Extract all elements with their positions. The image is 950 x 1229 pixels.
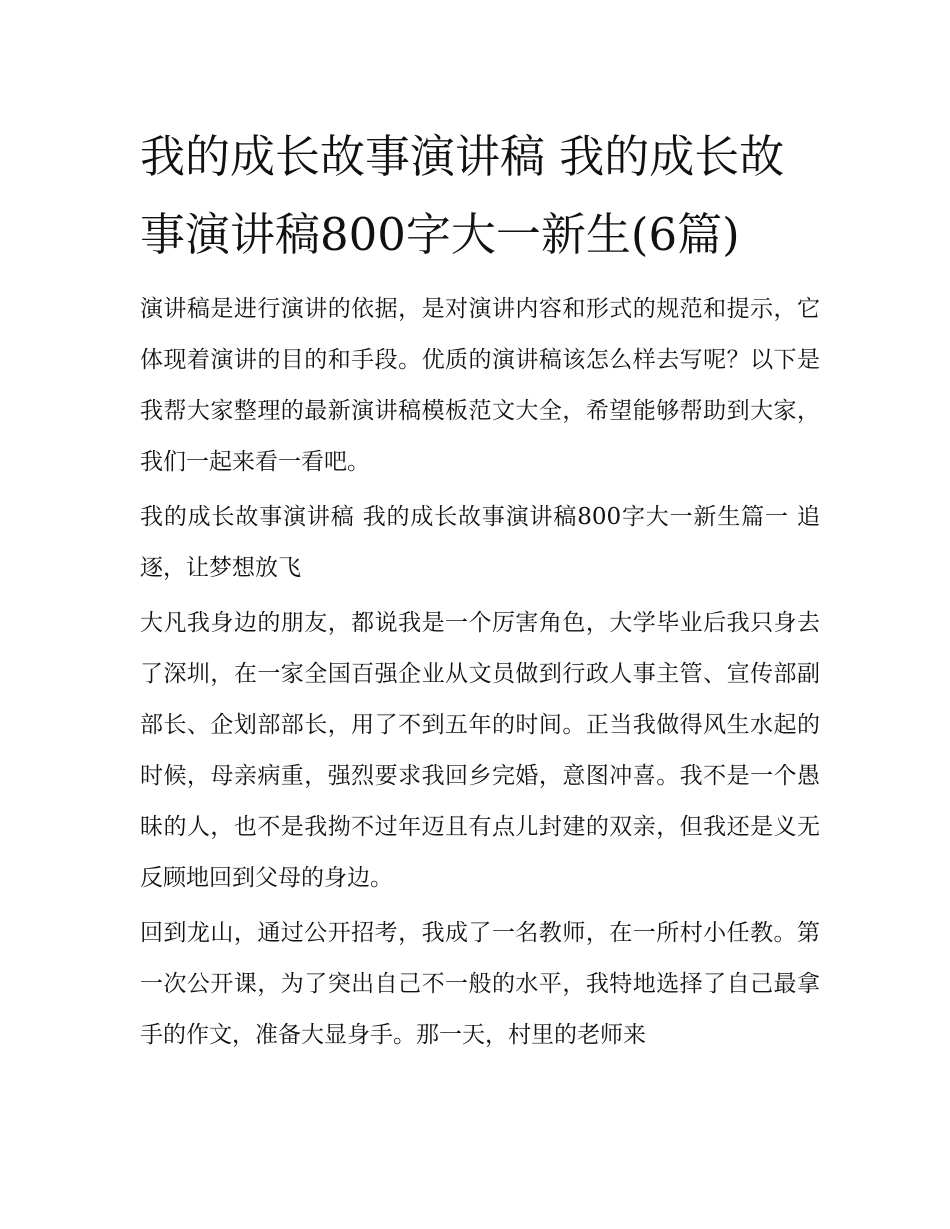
body-paragraph: 回到龙山，通过公开招考，我成了一名教师，在一所村小任教。第一次公开课，为了突出自己不一般的水平，我特地选择了自己最拿手的作文，准备大显身手。那一天，村里的老师来	[140, 920, 820, 1048]
body-paragraph: 大凡我身边的朋友，都说我是一个厉害角色，大学毕业后我只身去了深圳，在一家全国百强企业从文员做到行政人事主管、宣传部副部长、企划部部长，用了不到五年的时间。正当我做得风生水起的时候，母亲病重，强烈要求我回乡完婚，意图冲喜。我不是一个愚昧的人，也不是我拗不过年迈且有点儿封建的双亲，但我还是义无反顾地回到父母的身边。	[140, 610, 820, 891]
intro-paragraph: 演讲稿是进行演讲的依据，是对演讲内容和形式的规范和提示，它体现着演讲的目的和手段。优质的演讲稿该怎么样去写呢？以下是我帮大家整理的最新演讲稿模板范文大全，希望能够帮助到大家，我们一起来看一看吧。	[140, 296, 820, 475]
document-title: 我的成长故事演讲稿 我的成长故事演讲稿800字大一新生(6篇)	[140, 130, 785, 261]
section-heading: 我的成长故事演讲稿 我的成长故事演讲稿800字大一新生篇一 追逐，让梦想放飞	[140, 504, 820, 581]
